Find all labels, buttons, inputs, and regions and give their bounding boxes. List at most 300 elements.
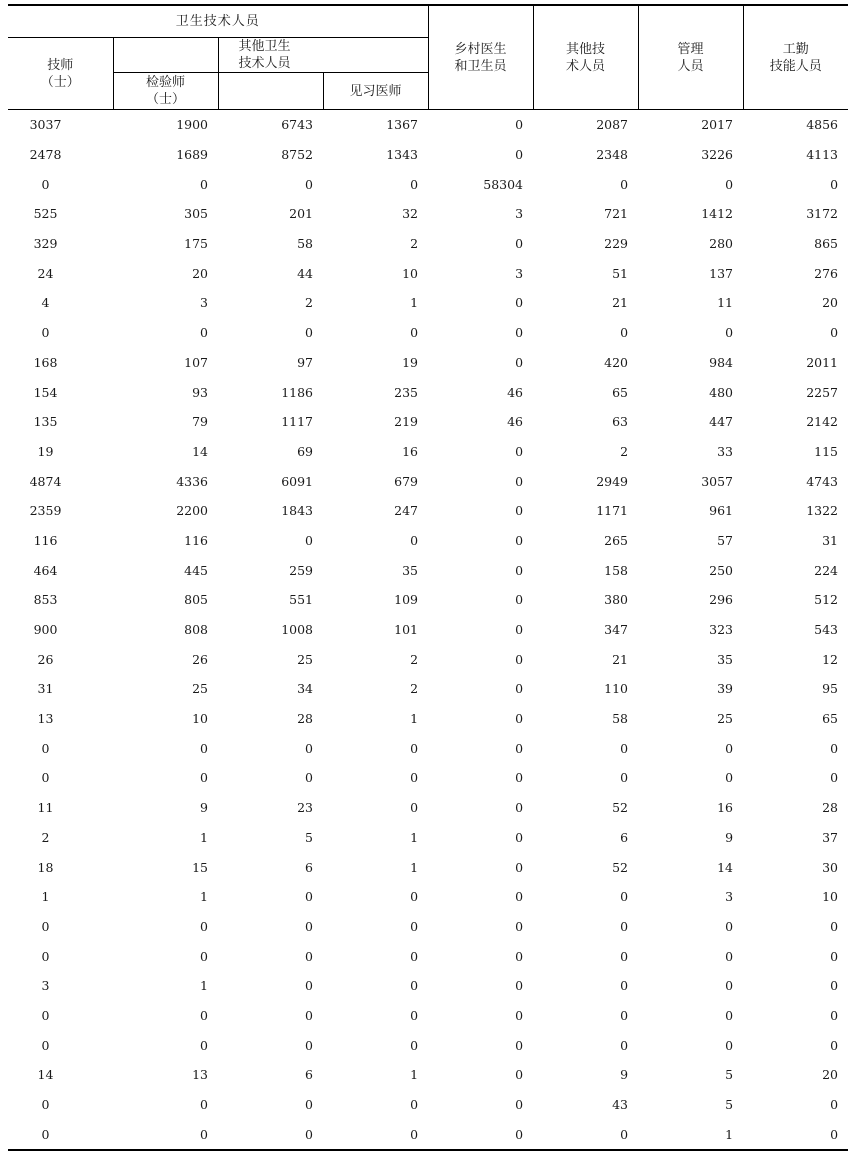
table-cell: 0	[515, 918, 524, 934]
table-cell: 1	[200, 829, 208, 845]
table-row	[8, 971, 848, 1001]
table-cell: 1	[410, 711, 419, 727]
table-cell: 9	[200, 800, 208, 816]
table-cell: 3057	[701, 473, 734, 489]
table-cell: 805	[184, 592, 208, 608]
table-cell: 480	[709, 384, 734, 400]
table-cell: 65	[822, 711, 839, 727]
table-cell: 0	[410, 532, 419, 548]
table-cell: 201	[289, 206, 313, 222]
table-cell: 1412	[701, 206, 734, 222]
table-cell: 0	[41, 325, 50, 341]
table-cell: 347	[604, 622, 629, 638]
table-cell: 26	[37, 651, 54, 667]
table-row	[8, 288, 848, 318]
table-cell: 3226	[701, 147, 734, 163]
header-village-doctor: 乡村医生 和卫生员	[428, 5, 533, 110]
table-cell: 853	[33, 592, 58, 608]
table-cell: 0	[515, 325, 524, 341]
table-cell: 2257	[806, 384, 839, 400]
table-cell: 0	[620, 770, 629, 786]
table-cell: 1843	[281, 503, 313, 519]
table-cell: 0	[830, 1097, 839, 1113]
header-intern-doctor: 见习医师	[323, 73, 428, 110]
table-cell: 52	[612, 859, 629, 875]
table-cell: 11	[717, 295, 734, 311]
table-cell: 0	[305, 1097, 313, 1113]
table-cell: 0	[41, 1007, 50, 1023]
table-cell: 4336	[176, 473, 208, 489]
table-cell: 20	[822, 1067, 839, 1083]
table-row	[8, 1060, 848, 1090]
table-cell: 250	[709, 562, 734, 578]
table-cell: 5	[305, 829, 313, 845]
statistics-table-page	[8, 4, 848, 1151]
table-cell: 2478	[29, 147, 62, 163]
table-row	[8, 823, 848, 853]
table-cell: 0	[515, 117, 524, 133]
table-cell: 0	[830, 740, 839, 756]
table-row	[8, 585, 848, 615]
table-cell: 20	[822, 295, 839, 311]
table-cell: 28	[297, 711, 313, 727]
table-cell: 0	[305, 740, 313, 756]
table-cell: 5	[725, 1067, 734, 1083]
table-body	[8, 110, 848, 1151]
table-cell: 9	[725, 829, 734, 845]
table-cell: 28	[822, 800, 839, 816]
table-cell: 0	[620, 948, 629, 964]
table-cell: 0	[410, 1007, 419, 1023]
table-row	[8, 1030, 848, 1060]
table-cell: 0	[305, 325, 313, 341]
table-cell: 0	[41, 1097, 50, 1113]
table-row	[8, 912, 848, 942]
table-cell: 26	[192, 651, 208, 667]
table-cell: 0	[200, 1007, 208, 1023]
table-cell: 0	[515, 800, 524, 816]
table-cell: 2359	[29, 503, 62, 519]
table-cell: 0	[725, 1037, 734, 1053]
table-cell: 97	[297, 354, 313, 370]
table-cell: 46	[507, 384, 524, 400]
header-other-health-tech: 其他卫生 技术人员	[218, 38, 428, 73]
table-cell: 2	[41, 829, 50, 845]
table-cell: 12	[822, 651, 839, 667]
table-row	[8, 526, 848, 556]
table-cell: 219	[394, 414, 419, 430]
table-cell: 0	[620, 889, 629, 905]
table-row	[8, 615, 848, 645]
table-cell: 0	[515, 681, 524, 697]
table-cell: 2	[410, 236, 419, 252]
table-cell: 1	[410, 829, 419, 845]
table-cell: 0	[410, 1037, 419, 1053]
table-cell: 0	[830, 948, 839, 964]
table-row	[8, 852, 848, 882]
table-cell: 10	[192, 711, 208, 727]
table-cell: 21	[612, 651, 629, 667]
header-technician: 技师 （士）	[8, 38, 113, 110]
table-cell: 0	[515, 978, 524, 994]
table-cell: 95	[822, 681, 839, 697]
table-row	[8, 377, 848, 407]
table-cell: 0	[200, 1037, 208, 1053]
table-cell: 2	[410, 681, 419, 697]
table-cell: 0	[725, 325, 734, 341]
table-cell: 0	[410, 770, 419, 786]
table-cell: 101	[394, 622, 419, 638]
table-cell: 0	[533, 1119, 638, 1150]
table-cell: 0	[428, 1119, 533, 1150]
table-cell: 900	[33, 622, 58, 638]
table-cell: 2200	[176, 503, 208, 519]
table-cell: 37	[822, 829, 839, 845]
table-cell: 276	[814, 265, 839, 281]
table-cell: 0	[200, 176, 208, 192]
table-cell: 1322	[806, 503, 839, 519]
table-cell: 0	[305, 1007, 313, 1023]
table-cell: 4113	[806, 147, 839, 163]
table-cell: 51	[612, 265, 629, 281]
table-cell: 0	[41, 1037, 50, 1053]
table-row	[8, 110, 848, 140]
table-cell: 0	[830, 325, 839, 341]
table-row	[8, 1001, 848, 1031]
table-cell: 3	[725, 889, 734, 905]
table-cell: 0	[725, 176, 734, 192]
table-cell: 18	[37, 859, 54, 875]
table-cell: 0	[323, 1119, 428, 1150]
table-cell: 0	[830, 770, 839, 786]
table-cell: 69	[297, 443, 313, 459]
table-cell: 0	[200, 948, 208, 964]
table-row	[8, 318, 848, 348]
table-cell: 1171	[596, 503, 629, 519]
table-cell: 137	[709, 265, 734, 281]
table-cell: 0	[200, 770, 208, 786]
table-cell: 0	[515, 1067, 524, 1083]
table-cell: 0	[410, 978, 419, 994]
table-cell: 109	[394, 592, 419, 608]
table-cell: 0	[515, 443, 524, 459]
table-cell: 33	[717, 443, 734, 459]
table-cell: 31	[822, 532, 839, 548]
table-cell: 0	[41, 918, 50, 934]
table-cell: 420	[604, 354, 629, 370]
table-cell: 2	[620, 443, 629, 459]
table-cell: 23	[297, 800, 313, 816]
table-cell: 79	[192, 414, 208, 430]
table-cell: 0	[620, 176, 629, 192]
table-cell: 2348	[596, 147, 629, 163]
table-cell: 39	[717, 681, 734, 697]
table-cell: 0	[305, 889, 313, 905]
table-cell: 0	[515, 770, 524, 786]
table-row	[8, 466, 848, 496]
table-cell: 21	[612, 295, 629, 311]
table-cell: 13	[37, 711, 54, 727]
table-cell: 46	[507, 414, 524, 430]
table-cell: 447	[709, 414, 734, 430]
table-cell: 224	[814, 562, 839, 578]
header-spacer-2	[218, 73, 323, 110]
table-row	[8, 555, 848, 585]
table-cell: 0	[515, 622, 524, 638]
table-cell: 0	[725, 918, 734, 934]
table-cell: 13	[192, 1067, 208, 1083]
table-cell: 57	[717, 532, 734, 548]
table-row	[8, 793, 848, 823]
table-cell: 3172	[806, 206, 839, 222]
table-cell: 135	[33, 414, 58, 430]
table-cell: 0	[515, 740, 524, 756]
staff-statistics-table	[8, 4, 848, 1151]
table-cell: 1	[410, 1067, 419, 1083]
table-cell: 6743	[281, 117, 313, 133]
table-cell: 0	[515, 651, 524, 667]
table-cell: 0	[410, 740, 419, 756]
table-cell: 6	[305, 859, 313, 875]
table-cell: 961	[709, 503, 734, 519]
table-cell: 259	[289, 562, 313, 578]
table-cell: 0	[830, 978, 839, 994]
table-cell: 0	[410, 1097, 419, 1113]
table-cell: 34	[297, 681, 313, 697]
table-cell: 0	[725, 948, 734, 964]
table-cell: 8752	[281, 147, 313, 163]
table-cell: 52	[612, 800, 629, 816]
table-cell: 0	[515, 503, 524, 519]
table-cell: 0	[410, 948, 419, 964]
table-row	[8, 140, 848, 170]
table-cell: 1900	[176, 117, 208, 133]
header-spacer-1	[113, 38, 218, 73]
table-cell: 14	[37, 1067, 54, 1083]
table-cell: 0	[830, 918, 839, 934]
table-cell: 721	[604, 206, 629, 222]
table-cell: 3	[41, 978, 50, 994]
header-other-tech: 其他技 术人员	[533, 5, 638, 110]
table-cell: 3	[515, 206, 524, 222]
table-cell: 380	[604, 592, 629, 608]
table-cell: 19	[402, 354, 419, 370]
table-cell: 25	[717, 711, 734, 727]
table-cell: 0	[620, 1037, 629, 1053]
table-cell: 235	[394, 384, 419, 400]
table-cell: 154	[33, 384, 58, 400]
table-cell: 58	[612, 711, 629, 727]
table-cell: 115	[814, 443, 839, 459]
table-cell: 0	[515, 147, 524, 163]
table-cell: 0	[725, 978, 734, 994]
table-row	[8, 229, 848, 259]
table-row	[8, 941, 848, 971]
table-cell: 551	[289, 592, 313, 608]
header-skilled-worker: 工勤 技能人员	[743, 5, 848, 110]
table-cell: 808	[184, 622, 208, 638]
table-cell: 323	[709, 622, 734, 638]
table-cell: 25	[192, 681, 208, 697]
table-cell: 116	[33, 532, 58, 548]
table-cell: 25	[297, 651, 313, 667]
table-cell: 0	[200, 740, 208, 756]
table-cell: 0	[620, 325, 629, 341]
table-cell: 1689	[176, 147, 208, 163]
table-cell: 107	[184, 354, 208, 370]
table-cell: 0	[515, 1037, 524, 1053]
table-cell: 0	[41, 740, 50, 756]
table-cell: 16	[717, 800, 734, 816]
table-cell: 296	[709, 592, 734, 608]
table-cell: 32	[402, 206, 419, 222]
table-cell: 0	[515, 532, 524, 548]
table-cell: 0	[830, 1007, 839, 1023]
table-cell: 168	[33, 354, 58, 370]
table-cell: 3	[200, 295, 208, 311]
table-cell: 2949	[596, 473, 629, 489]
table-cell: 2	[410, 651, 419, 667]
table-row	[8, 199, 848, 229]
table-cell: 6091	[281, 473, 313, 489]
table-cell: 0	[515, 889, 524, 905]
header-management: 管理 人员	[638, 5, 743, 110]
table-row	[8, 258, 848, 288]
table-cell: 1186	[281, 384, 313, 400]
table-row	[8, 348, 848, 378]
table-row	[8, 644, 848, 674]
table-cell: 1117	[281, 414, 313, 430]
table-cell: 0	[515, 592, 524, 608]
table-cell: 0	[620, 978, 629, 994]
table-cell: 280	[709, 236, 734, 252]
table-cell: 4874	[29, 473, 62, 489]
table-cell: 0	[830, 176, 839, 192]
table-cell: 20	[192, 265, 208, 281]
table-cell: 1367	[386, 117, 419, 133]
table-cell: 6	[305, 1067, 313, 1083]
table-cell: 0	[410, 325, 419, 341]
table-cell: 445	[184, 562, 208, 578]
table-cell: 0	[830, 1037, 839, 1053]
table-cell: 0	[305, 948, 313, 964]
table-cell: 14	[192, 443, 208, 459]
table-cell: 0	[725, 740, 734, 756]
table-row	[8, 437, 848, 467]
table-cell: 2142	[806, 414, 839, 430]
table-header	[8, 5, 848, 110]
table-row	[8, 407, 848, 437]
table-cell: 0	[515, 948, 524, 964]
table-cell: 0	[410, 176, 419, 192]
table-cell: 0	[620, 1007, 629, 1023]
table-cell: 9	[620, 1067, 629, 1083]
table-cell: 0	[305, 918, 313, 934]
table-cell: 6	[620, 829, 629, 845]
table-cell: 0	[725, 770, 734, 786]
table-cell: 43	[612, 1097, 629, 1113]
table-cell: 247	[394, 503, 419, 519]
table-cell: 0	[113, 1119, 218, 1150]
table-cell: 0	[515, 473, 524, 489]
table-cell: 3	[515, 265, 524, 281]
table-cell: 4856	[806, 117, 839, 133]
table-cell: 30	[822, 859, 839, 875]
table-cell: 0	[725, 1007, 734, 1023]
table-cell: 464	[33, 562, 58, 578]
table-cell: 265	[604, 532, 629, 548]
table-cell: 158	[604, 562, 629, 578]
table-cell: 1	[410, 859, 419, 875]
table-cell: 58304	[483, 176, 524, 192]
table-cell: 329	[33, 236, 58, 252]
table-cell: 0	[410, 889, 419, 905]
table-row	[8, 1119, 848, 1150]
table-cell: 116	[184, 532, 208, 548]
table-row	[8, 763, 848, 793]
table-cell: 679	[394, 473, 419, 489]
table-cell: 865	[814, 236, 839, 252]
table-cell: 0	[305, 532, 313, 548]
table-row	[8, 882, 848, 912]
table-cell: 229	[604, 236, 629, 252]
table-cell: 5	[725, 1097, 734, 1113]
table-cell: 0	[305, 176, 313, 192]
table-cell: 0	[515, 829, 524, 845]
table-cell: 93	[192, 384, 208, 400]
table-cell: 0	[515, 562, 524, 578]
table-cell: 0	[515, 354, 524, 370]
table-cell: 31	[37, 681, 54, 697]
table-cell: 512	[814, 592, 839, 608]
table-cell: 0	[41, 770, 50, 786]
table-cell: 2017	[701, 117, 734, 133]
table-cell: 0	[41, 176, 50, 192]
header-lab-technician: 检验师 （士）	[113, 73, 218, 110]
table-cell: 0	[200, 325, 208, 341]
table-cell: 1	[200, 978, 208, 994]
table-cell: 0	[8, 1119, 113, 1150]
table-cell: 2087	[596, 117, 629, 133]
table-cell: 14	[717, 859, 734, 875]
table-cell: 4743	[806, 473, 839, 489]
table-cell: 0	[515, 236, 524, 252]
table-cell: 0	[305, 1037, 313, 1053]
table-cell: 10	[822, 889, 839, 905]
table-cell: 15	[192, 859, 208, 875]
table-cell: 65	[612, 384, 629, 400]
table-row	[8, 169, 848, 199]
table-cell: 0	[620, 918, 629, 934]
table-cell: 16	[402, 443, 419, 459]
table-cell: 0	[515, 859, 524, 875]
table-row	[8, 1090, 848, 1120]
table-cell: 175	[184, 236, 208, 252]
table-cell: 0	[515, 295, 524, 311]
table-cell: 0	[218, 1119, 323, 1150]
table-cell: 0	[515, 1097, 524, 1113]
table-cell: 1008	[281, 622, 313, 638]
table-cell: 3037	[29, 117, 62, 133]
table-cell: 0	[41, 948, 50, 964]
table-cell: 63	[612, 414, 629, 430]
table-cell: 1	[638, 1119, 743, 1150]
table-cell: 24	[37, 265, 54, 281]
table-cell: 35	[402, 562, 419, 578]
table-row	[8, 704, 848, 734]
table-cell: 0	[200, 1097, 208, 1113]
header-health-tech-group: 卫生技术人员	[8, 5, 428, 38]
